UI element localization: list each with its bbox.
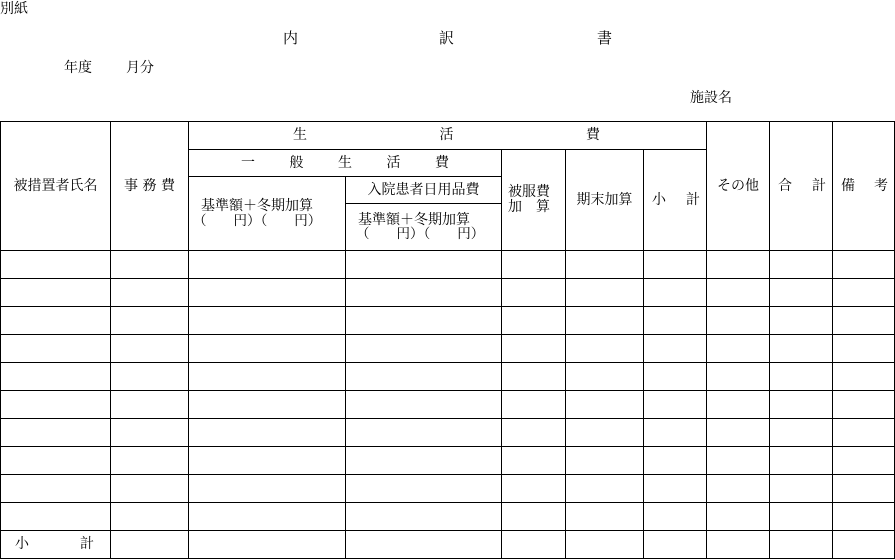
table-row [1,503,895,531]
table-row [1,391,895,419]
col-inpatient-standard-winter: 基準額＋冬期加算 （ 円）（ 円） [346,204,502,251]
table-row [1,307,895,335]
breakdown-table [0,121,895,559]
facility-name-label: 施設名 [690,90,732,106]
col-recipient-name: 被措置者氏名 [1,122,111,251]
col-other: その他 [707,122,770,251]
table-row [1,363,895,391]
col-standard-winter: 基準額＋冬期加算 （ 円）（ 円） [189,177,346,251]
col-total: 合 計 [770,122,833,251]
title-char-3: 書 [597,29,613,47]
subtotal-row [1,531,895,559]
table-row [1,335,895,363]
col-office-expense: 事 務 費 [111,122,189,251]
col-living-expense: 生 活 費 [189,122,707,150]
table-row [1,279,895,307]
col-year-end-addition: 期末加算 [566,150,644,251]
col-living-subtotal: 小 計 [644,150,707,251]
table-row [1,475,895,503]
col-clothing-addition: 被服費 加 算 [502,150,566,251]
table-row [1,251,895,279]
col-inpatient-daily: 入院患者日用品費 [346,177,502,204]
col-remarks: 備 考 [833,122,895,251]
col-general-living: 一 般 生 活 費 [189,150,502,177]
title-char-2: 訳 [439,29,455,47]
title-char-1: 内 [283,29,299,47]
subtotal-label: 小 計 [1,531,111,559]
month-label: 月分 [126,60,154,76]
attachment-label: 別紙 [0,1,28,17]
table-row [1,447,895,475]
table-row [1,419,895,447]
fiscal-year-label: 年度 [64,60,92,76]
